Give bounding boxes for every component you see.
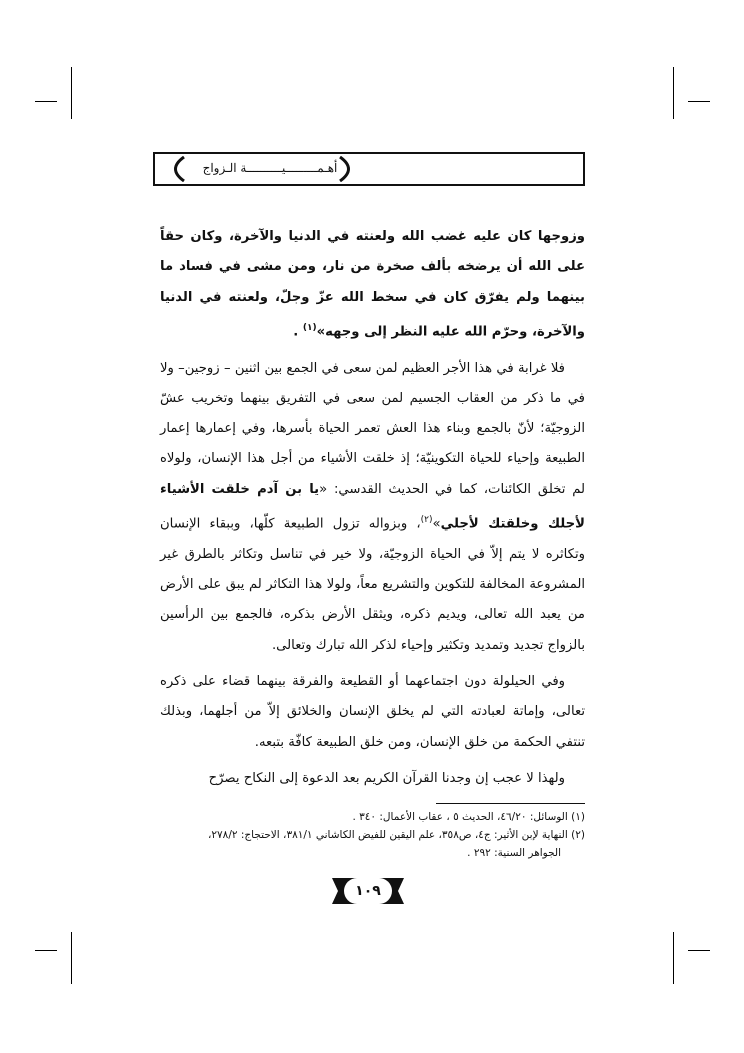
footnote-1: (١) الوسائل: ٤٦/٢٠، الحديث ٥ ، عقاب الأعمال: ٣٤٠ . <box>352 811 585 823</box>
paragraph-2 <box>160 354 585 661</box>
footnotes <box>160 808 585 862</box>
paragraph-2-text-a: فلا غرابة في هذا الأجر العظيم لمن سعى في الجمع بين اثنين – زوجين– ولا في ما ذكر من العقاب الجسيم لمن سعى في التفريق بينهما وتخريب عشّ الزوجيّة؛ لأنّ بالجمع وبناء هذا العش تعمر الحياة بأسرها، وفي إعمارها إعمار الطبيعة وإحياء للحياة التكوينيّة؛ إذ خلقت الأشياء من أجل هذا الإنسان، ولولاه لم تخلق الكائنات، كما في الحديث القدسي: « <box>160 360 585 497</box>
crop-mark-bl-v <box>71 932 72 984</box>
header-left-bracket-icon <box>164 156 186 182</box>
paragraph-4: ولهذا لا عجب إن وجدنا القرآن الكريم بعد الدعوة إلى النكاح يصرّح <box>208 770 565 786</box>
crop-mark-bl-h <box>35 950 57 951</box>
footnote-ref-1: (١) <box>302 322 317 333</box>
paragraph-1: وزوجها كان عليه غضب الله ولعنته في الدنيا والآخرة، وكان حقاً على الله أن يرضخه بألف صخرة من نار، ومن مشى في فساد ما بينهما ولم يفرّق كان في سخط الله عزّ وجلّ، ولعنته في الدنيا والآخرة، وحرّم الله عليه النظر إلى وجهه»$^{(١)}$ . <box>160 229 585 340</box>
running-header-title: أهـمـــــــــيــــــــــة الـزواج <box>202 161 338 175</box>
header-right-bracket-icon <box>338 156 360 182</box>
paragraph-2-text-b: ، وبزواله تزول الطبيعة كلّها، وببقاء الإنسان وتكاثره لا يتم إلاّ في الحياة الزوجيّة، ولا خير في تناسل وتكاثر بالطرق غير المشروعة المخالفة للتكوين والتشريع معاً، ولولا هذا التكاثر لم يبق على الأرض من يعبد الله تعالى، ويديم ذكره، ويثقل الأرض بذكره، فالجمع بين الرأسين بالزواج تجديد وتمديد وتكثير وإحياء لذكر الله تبارك وتعالى. <box>160 516 585 653</box>
footnote-2-line-2: الجواهر السنية: ٢٩٢ . <box>467 847 561 859</box>
paragraph-3: وفي الحيلولة دون اجتماعهما أو القطيعة والفرقة بينهما قضاء على ذكره تعالى، وإماتة لعبادته التي لم يخلق الإنسان والخلائق إلاّ من أجلهما، وبذلك تنتفي الحكمة من خلق الإنسان، ومن خلق الطبيعة كافّة بتبعه. <box>160 673 585 750</box>
body-text <box>160 222 585 794</box>
page-number-badge <box>330 876 406 906</box>
hadith-quote: يا بن آدم خلقت الأشياء لأجلك وخلقتك لأجلي <box>160 481 585 532</box>
crop-mark-tr-h <box>688 101 710 102</box>
footnote-2-line-1: (٢) النهاية لإبن الأثير: ج٤، ص٣٥٨، علم اليقين للفيض الكاشاني ٣٨١/١، الاحتجاج: ٢٧٨/٢، <box>208 829 585 841</box>
crop-mark-br-v <box>673 932 674 984</box>
footnote-divider <box>436 803 585 804</box>
page-number: ١٠٩ <box>344 878 392 904</box>
hadith-quote-close: » <box>432 516 441 532</box>
crop-mark-tr-v <box>673 67 674 119</box>
footnote-2 <box>160 826 585 862</box>
crop-mark-br-h <box>688 950 710 951</box>
footnote-ref-2: (٢) <box>420 515 433 526</box>
crop-mark-tl-v <box>71 67 72 119</box>
crop-mark-tl-h <box>35 101 57 102</box>
paragraph-1-text: وزوجها كان عليه غضب الله ولعنته في الدنيا والآخرة، وكان حقاً على الله أن يرضخه بألف صخرة من نار، ومن مشى في فساد ما بينهما ولم يفرّق كان في سخط الله عزّ وجلّ، ولعنته في الدنيا والآخرة، وحرّم الله عليه النظر إلى وجهه» <box>160 229 585 340</box>
